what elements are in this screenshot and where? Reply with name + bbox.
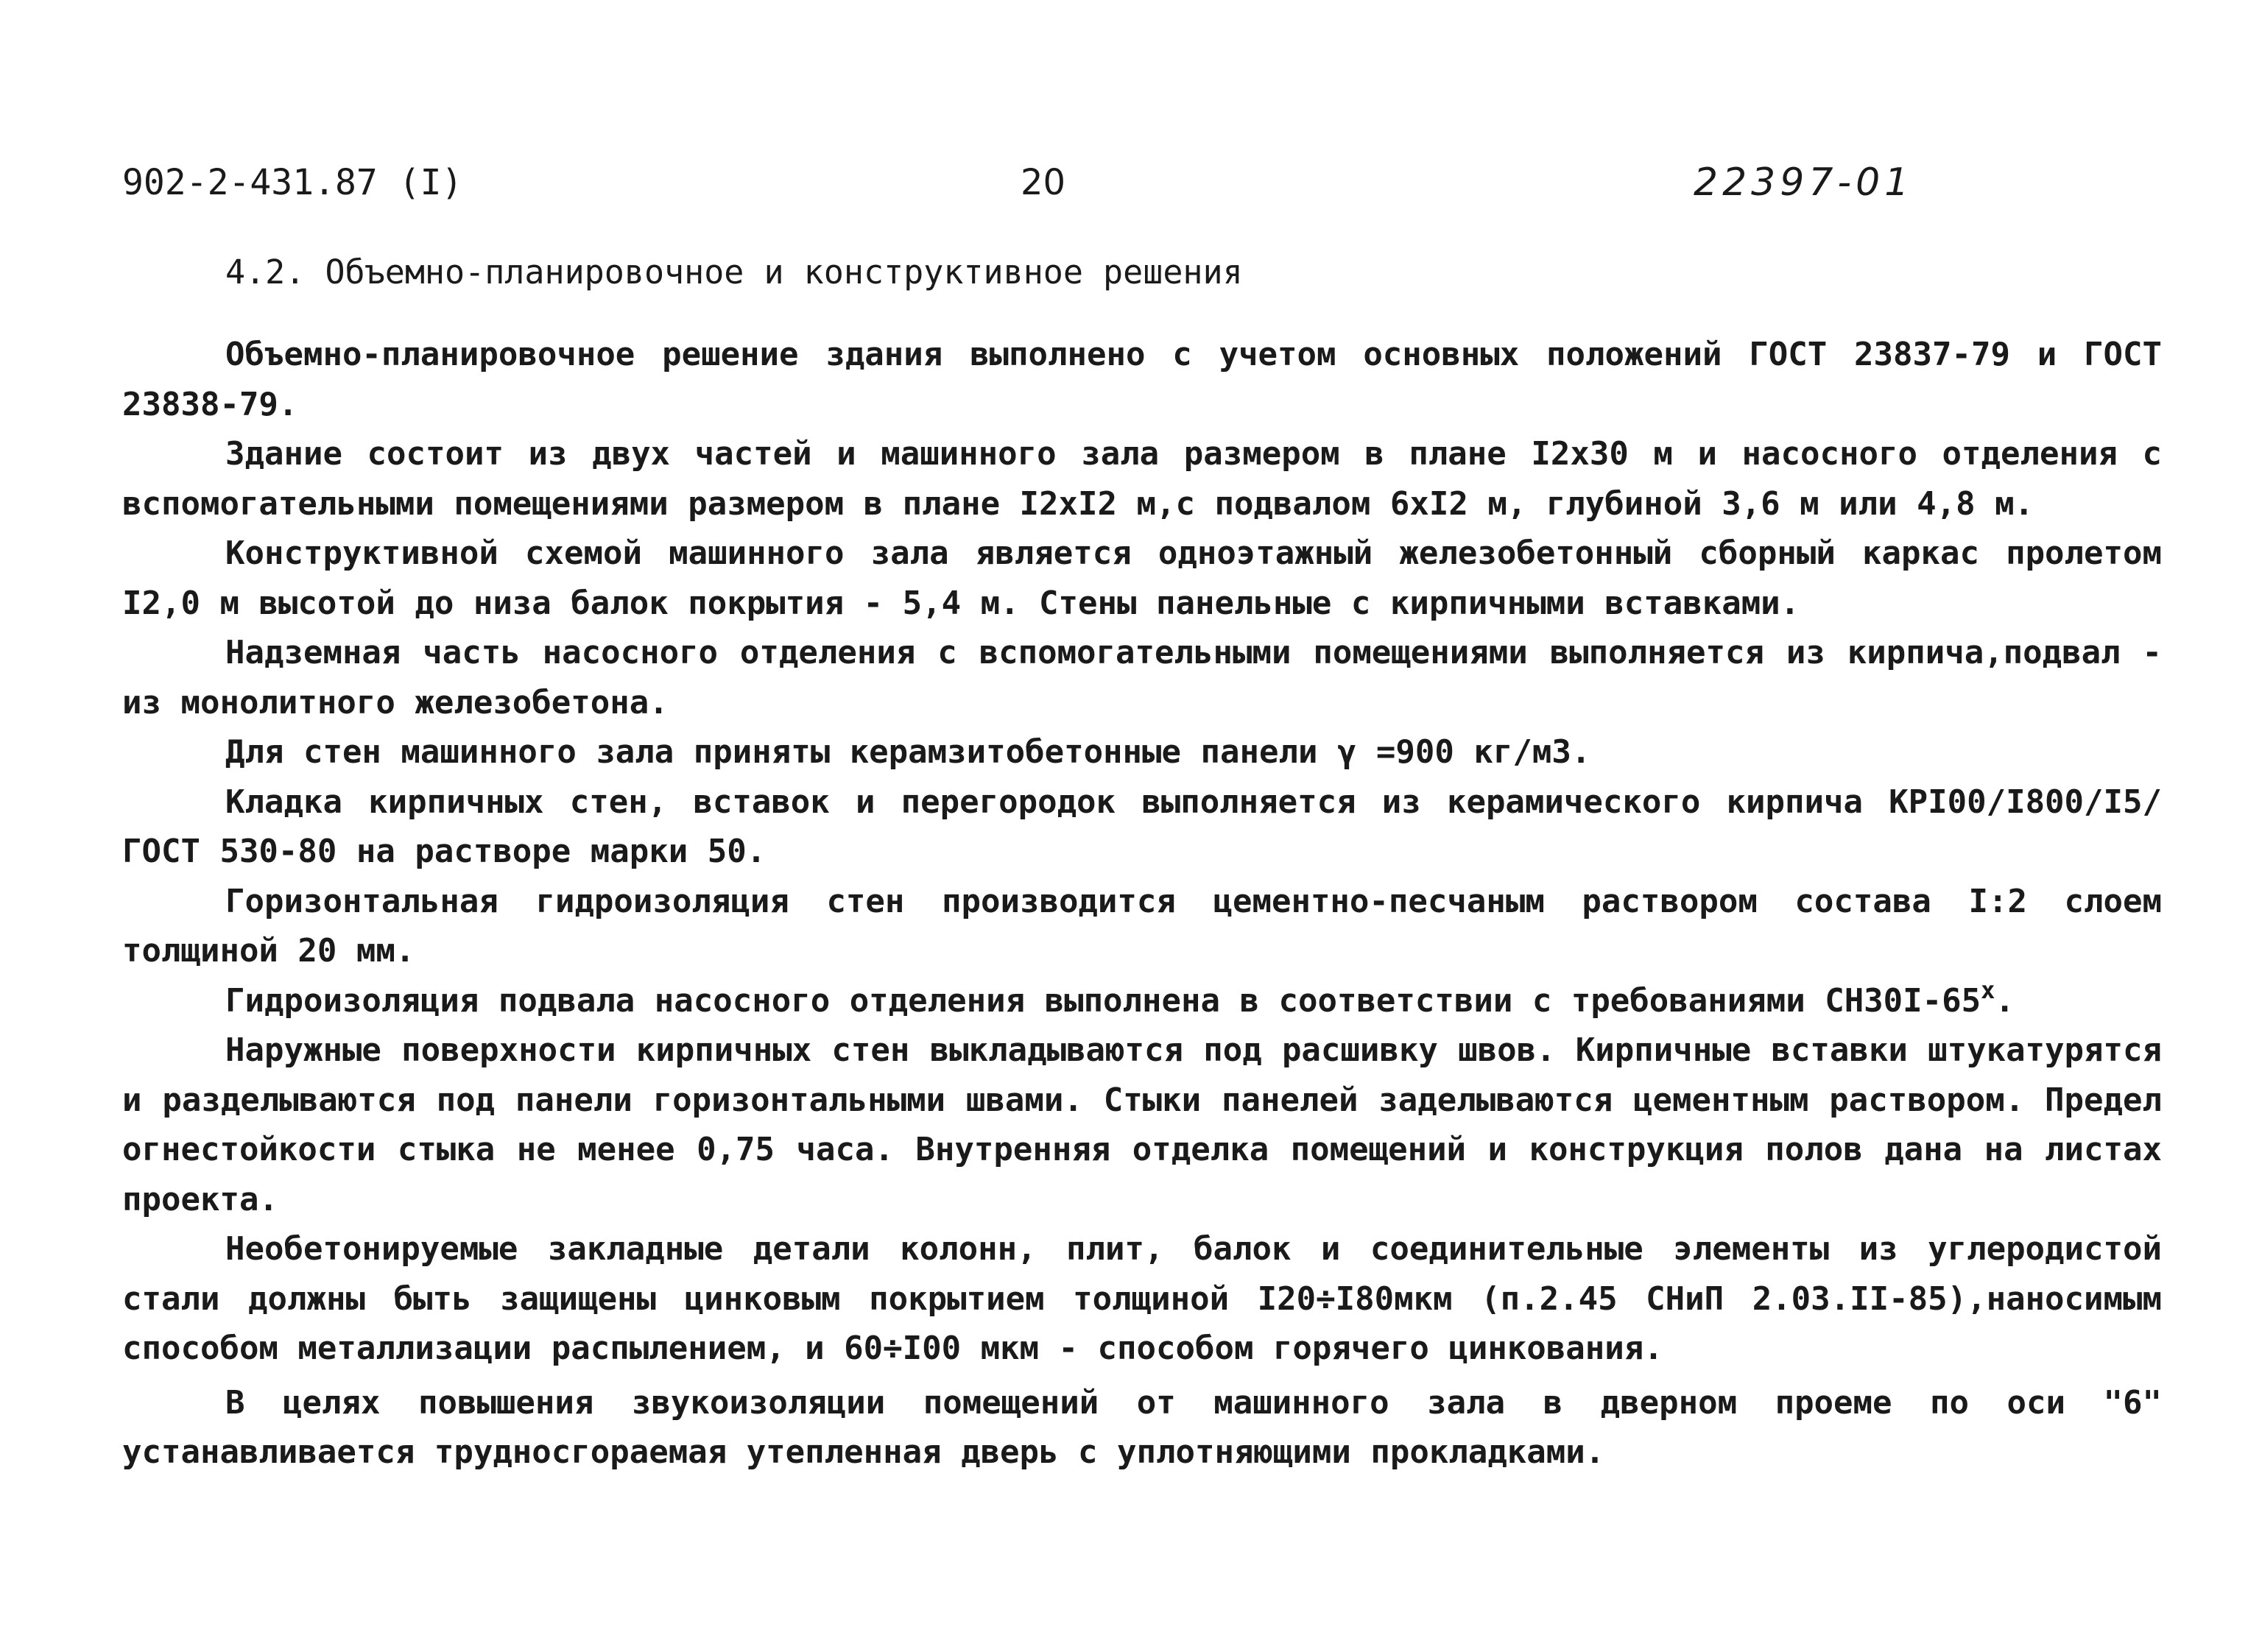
paragraph-building-composition: Здание состоит из двух частей и машинного зала размером в плане I2x30 м и насосного отделения с вспомогательными помещениями размером в плане I2xI2 м,с подвалом 6xI2 м, глубиной 3,6 м или 4,8 м. xyxy=(122,435,2162,523)
paragraph-basement-waterproofing xyxy=(122,976,2162,1026)
body-text xyxy=(122,330,2162,1478)
page-number: 20 xyxy=(1021,162,1066,203)
document-code: 902-2-431.87 (I) xyxy=(122,162,463,203)
paragraph-embedded-parts: Необетонируемые закладные детали колонн, плит, балок и соединительные элементы из углеродистой стали должны быть защищены цинковым покрытием толщиной I20÷I80мкм (п.2.45 СНиП 2.03.II-85),наносимым способом металлизации распылением, и 60÷I00 мкм - способом горячего цинкования. xyxy=(122,1230,2162,1367)
paragraph-wall-panels: Для стен машинного зала приняты керамзитобетонные панели γ =900 кг/м3. xyxy=(225,733,1591,771)
paragraph-structural-scheme: Конструктивной схемой машинного зала является одноэтажный железобетонный сборный каркас пролетом I2,0 м высотой до низа балок покрытия - 5,4 м. Стены панельные с кирпичными вставками. xyxy=(122,534,2162,622)
paragraph-planning: Объемно-планировочное решение здания выполнено с учетом основных положений ГОСТ 23837-79 и ГОСТ 23838-79. xyxy=(122,336,2162,423)
paragraph-horizontal-waterproofing: Горизонтальная гидроизоляция стен производится цементно-песчаным раствором состава I:2 слоем толщиной 20 мм. xyxy=(122,882,2162,970)
waterproofing-superscript: x xyxy=(1981,975,1995,1004)
paragraph-sound-insulation: В целях повышения звукоизоляции помещений от машинного зала в дверном проеме по оси "6" устанавливается трудносгораемая утепленная дверь с уплотняющими прокладками. xyxy=(122,1383,2162,1471)
waterproofing-text: Гидроизоляция подвала насосного отделения выполнена в соответствии с требованиями СН30I-65 xyxy=(225,981,1981,1020)
waterproofing-tail: . xyxy=(1995,981,2015,1020)
paragraph-exterior-surfaces: Наружные поверхности кирпичных стен выкладываются под расшивку швов. Кирпичные вставки штукатурятся и разделываются под панели горизонтальными швами. Стыки панелей заделываются цементным раствором. Предел огнестойкости стыка не менее 0,75 часа. Внутренняя отделка помещений и конструкция полов дана на листах проекта. xyxy=(122,1031,2162,1218)
section-title: 4.2. Объемно-планировочное и конструктивное решения xyxy=(225,253,1243,292)
paragraph-above-ground: Надземная часть насосного отделения с вспомогательными помещениями выполняется из кирпича,подвал - из монолитного железобетона. xyxy=(122,634,2162,721)
paragraph-brickwork: Кладка кирпичных стен, вставок и перегородок выполняется из керамического кирпича КРI00/I800/I5/ ГОСТ 530-80 на растворе марки 50. xyxy=(122,783,2162,870)
inventory-number: 22397-01 xyxy=(1694,160,1914,205)
